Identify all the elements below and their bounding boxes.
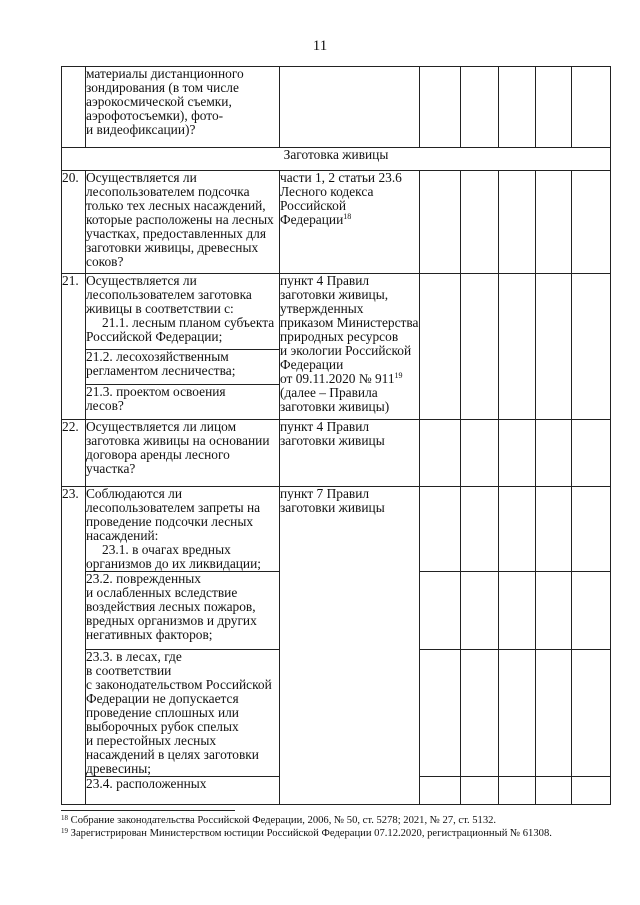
reference-line: пункт 4 Правил [280,419,370,434]
answer-cell [572,487,611,572]
question-line: проведение подсочки лесных [86,514,254,529]
answer-cell [572,572,611,650]
sub-question: негативных факторов; [86,627,213,642]
question-line: и видеофиксации)? [86,122,196,137]
answer-cell [536,420,572,487]
answer-cell [536,487,572,572]
question-line: зондирования (в том числе [86,80,239,95]
reference-line: заготовки живицы [280,433,385,448]
sub-question: воздействия лесных пожаров, [86,599,256,614]
sub-question: 23.4. расположенных [86,776,207,791]
sub-question: 21.3. проектом освоения [86,384,226,399]
table-row [62,67,611,148]
question-cell [86,274,280,350]
reference-line: Российской [280,198,346,213]
reference-line: природных ресурсов [280,329,399,344]
reference-line: и экологии Российской [280,343,412,358]
answer-cell [420,572,461,650]
question-line: лесопользователем запреты на [86,500,261,515]
reference-line: пункт 4 Правил [280,273,370,288]
question-line: договора аренды лесного [86,447,230,462]
answer-cell [461,420,499,487]
question-line: только тех лесных насаждений, [86,198,266,213]
sub-question: 21.2. лесохозяйственным [86,349,229,364]
answer-cell [461,67,499,148]
question-line: материалы дистанционного [86,66,244,81]
question-cell [86,420,280,487]
question-line: лесопользователем заготовка [86,287,252,302]
section-title: Заготовка живицы [62,148,611,171]
reference-line: Лесного кодекса [280,184,374,199]
sub-question: проведение сплошных или [86,705,239,720]
answer-cell [499,67,536,148]
reference-line: приказом Министерства [280,315,419,330]
answer-cell [536,67,572,148]
sub-question: вредных организмов и других [86,613,257,628]
answer-cell [572,274,611,420]
answer-cell [536,650,572,777]
section-row [62,148,611,171]
answer-cell [536,274,572,420]
answer-cell [420,777,461,805]
answer-cell [572,777,611,805]
answer-cell [499,777,536,805]
sub-question-cell [86,350,280,385]
table-row [62,487,611,572]
legal-reference [280,274,420,420]
question-line: участках, предоставленных для [86,226,266,241]
question-line: заготовки живицы, древесных [86,240,259,255]
answer-cell [572,650,611,777]
question-cell [86,67,280,148]
answer-cell [572,67,611,148]
footnote-text: Зарегистрирован Министерством юстиции Российской Федерации 07.12.2020, регистрационный № 61308. [70,828,552,839]
answer-cell [499,572,536,650]
reference-line: Федерации [280,212,344,227]
answer-cell [461,650,499,777]
reference-line: от 09.11.2020 № 911 [280,371,395,386]
row-number: 22. [62,420,86,487]
sub-question-cell [86,777,280,805]
legal-reference [280,487,420,805]
footnote-mark: 19 [61,827,68,835]
sub-question: древесины; [86,761,151,776]
sub-question: организмов до их ликвидации; [86,556,261,571]
answer-cell [572,171,611,274]
answer-cell [420,650,461,777]
question-line: соков? [86,254,124,269]
question-line: лесопользователем подсочка [86,184,250,199]
sub-question: и ослабленных вследствие [86,585,238,600]
reference-line: (далее – Правила [280,385,378,400]
row-number: 21. [62,274,86,420]
sub-question: в соответствии [86,663,172,678]
reference-line: заготовки живицы) [280,399,390,414]
answer-cell [499,487,536,572]
answer-cell [461,171,499,274]
reference-line: заготовки живицы, [280,287,389,302]
sub-question: регламентом лесничества; [86,363,236,378]
table-row [62,274,611,350]
answer-cell [536,171,572,274]
footnote-text: Собрание законодательства Российской Федерации, 2006, № 50, ст. 5278; 2021, № 27, ст. 5132. [70,815,497,826]
question-line: аэрокосмической съемки, [86,94,232,109]
cell-empty [280,67,420,148]
answer-cell [420,67,461,148]
reference-line: пункт 7 Правил [280,486,370,501]
question-line: Соблюдаются ли [86,486,183,501]
table-row [62,420,611,487]
answer-cell [499,650,536,777]
sub-question: и перестойных лесных [86,733,217,748]
reference-line: части 1, 2 статьи 23.6 [280,170,402,185]
reference-line: Федерации [280,357,344,372]
sub-question: выборочных рубок спелых [86,719,239,734]
sub-question: Российской Федерации; [86,329,223,344]
question-line: участка? [86,461,136,476]
page-number: 11 [312,38,328,54]
footnote [61,827,621,840]
legal-reference [280,420,420,487]
reference-line: утвержденных [280,301,364,316]
answer-cell [420,274,461,420]
footnote-mark: 18 [343,212,352,221]
checklist-table [61,66,611,805]
question-line: Осуществляется ли [86,273,197,288]
sub-question: насаждений в целях заготовки [86,747,259,762]
question-line: Осуществляется ли лицом [86,419,237,434]
sub-question: 23.2. поврежденных [86,571,201,586]
sub-question: 23.1. в очагах вредных [102,542,231,557]
sub-question-cell [86,650,280,777]
answer-cell [461,572,499,650]
question-line: живицы в соответствии с: [86,301,234,316]
sub-question: 21.1. лесным планом субъекта [102,315,275,330]
sub-question: 23.3. в лесах, где [86,649,182,664]
answer-cell [572,420,611,487]
answer-cell [499,171,536,274]
sub-question: лесов? [86,398,124,413]
answer-cell [499,274,536,420]
footnote-divider [61,810,235,811]
question-cell [86,171,280,274]
reference-line: заготовки живицы [280,500,385,515]
answer-cell [499,420,536,487]
question-line: аэрофотосъемки), фото- [86,108,224,123]
row-number: 23. [62,487,86,805]
question-cell [86,487,280,572]
row-number: 20. [62,171,86,274]
sub-question-cell [86,385,280,420]
question-line: насаждений: [86,528,159,543]
question-line: Осуществляется ли [86,170,197,185]
footnote [61,814,621,827]
sub-question-cell [86,572,280,650]
answer-cell [461,777,499,805]
question-line: которые расположены на лесных [86,212,274,227]
answer-cell [461,274,499,420]
footnote-mark: 18 [61,814,68,822]
cell-empty [62,67,86,148]
answer-cell [420,487,461,572]
footnotes [61,814,621,840]
legal-reference [280,171,420,274]
sub-question: с законодательством Российской [86,677,272,692]
sub-question: Федерации не допускается [86,691,239,706]
answer-cell [536,777,572,805]
answer-cell [420,171,461,274]
answer-cell [461,487,499,572]
question-line: заготовка живицы на основании [86,433,270,448]
table-row [62,171,611,274]
answer-cell [536,572,572,650]
footnote-mark: 19 [394,371,403,380]
answer-cell [420,420,461,487]
